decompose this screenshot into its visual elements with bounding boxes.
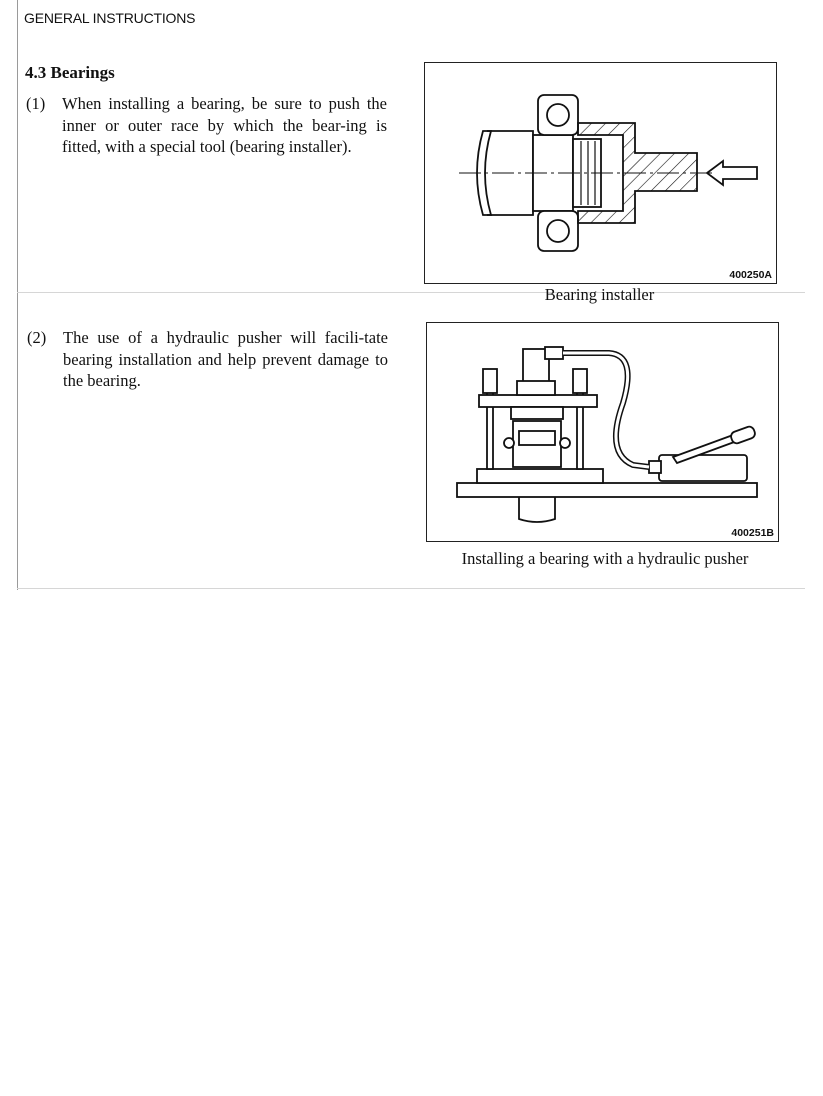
item-text: The use of a hydraulic pusher will facili-tate bearing installation and help prevent damage to the bearing. <box>63 328 388 390</box>
bearing-installer-illustration <box>425 63 776 283</box>
section-title: 4.3 Bearings <box>25 63 115 82</box>
page-bottom-rule <box>17 588 805 589</box>
page-header: GENERAL INSTRUCTIONS <box>24 10 196 26</box>
instruction-item-1 <box>26 93 387 158</box>
figure-caption: Bearing installer <box>544 285 655 304</box>
figure-code: 400251B <box>731 527 774 539</box>
item-text: When installing a bearing, be sure to push the inner or outer race by which the bear-ing is fitted, with a special tool (bearing installer). <box>62 94 387 156</box>
item-number: (1) <box>26 94 46 113</box>
figure-caption: Installing a bearing with a hydraulic pusher <box>461 549 749 568</box>
figure-code: 400250A <box>729 269 772 281</box>
figure-hydraulic-pusher <box>426 322 779 542</box>
figure-bearing-installer <box>424 62 777 284</box>
item-number: (2) <box>27 328 47 347</box>
hydraulic-pusher-illustration <box>427 323 778 541</box>
page-frame-left-border <box>17 0 18 590</box>
instruction-item-2 <box>27 327 388 392</box>
